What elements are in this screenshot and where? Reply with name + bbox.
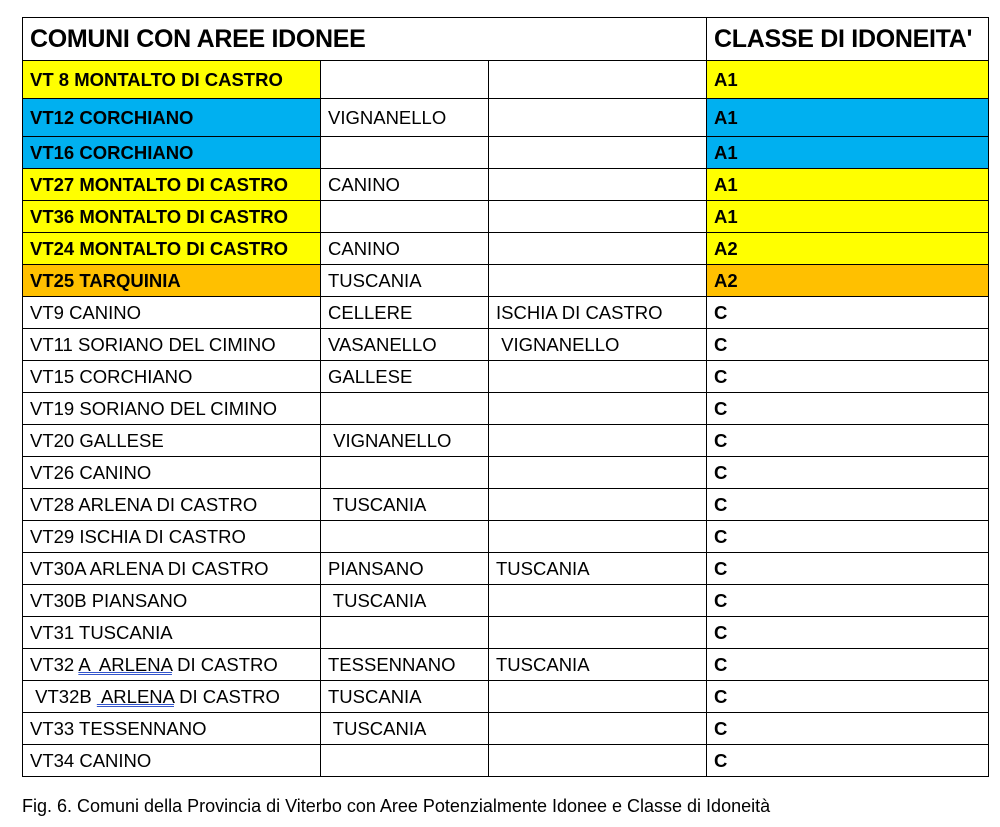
comune-cell: VT28 ARLENA DI CASTRO <box>23 489 321 521</box>
table-row <box>23 649 989 681</box>
comune-cell <box>23 681 321 713</box>
class-cell: A1 <box>707 61 989 99</box>
table-row <box>23 265 989 297</box>
adjacent-comune-cell <box>489 61 707 99</box>
adjacent-comune-cell: TUSCANIA <box>321 681 489 713</box>
figure-caption: Fig. 6. Comuni della Provincia di Viterbo con Aree Potenzialmente Idonee e Classe di Idoneità <box>22 796 771 816</box>
comune-cell: VT 8 MONTALTO DI CASTRO <box>23 61 321 99</box>
adjacent-comune-cell <box>489 681 707 713</box>
table-row <box>23 553 989 585</box>
class-cell: C <box>707 521 989 553</box>
adjacent-comune-cell <box>489 425 707 457</box>
adjacent-comune-cell <box>321 61 489 99</box>
comune-cell: VT15 CORCHIANO <box>23 361 321 393</box>
adjacent-comune-cell <box>489 137 707 169</box>
class-cell: A1 <box>707 201 989 233</box>
class-cell: C <box>707 393 989 425</box>
table-row <box>23 457 989 489</box>
class-cell: C <box>707 681 989 713</box>
table-row <box>23 99 989 137</box>
adjacent-comune-cell: TUSCANIA <box>321 489 489 521</box>
adjacent-comune-cell: GALLESE <box>321 361 489 393</box>
table-row <box>23 585 989 617</box>
table-header-row <box>23 18 989 61</box>
class-header: CLASSE DI IDONEITA' <box>707 18 989 61</box>
adjacent-comune-cell <box>489 585 707 617</box>
adjacent-comune-cell <box>489 745 707 777</box>
adjacent-comune-cell: VIGNANELLO <box>489 329 707 361</box>
comune-text-part: DI CASTRO <box>173 685 280 707</box>
class-cell: C <box>707 553 989 585</box>
areas-table <box>22 17 989 777</box>
class-cell: A2 <box>707 233 989 265</box>
class-cell: C <box>707 713 989 745</box>
comune-cell: VT30A ARLENA DI CASTRO <box>23 553 321 585</box>
document-page <box>22 17 988 777</box>
class-cell: A2 <box>707 265 989 297</box>
comune-cell: VT11 SORIANO DEL CIMINO <box>23 329 321 361</box>
class-cell: C <box>707 361 989 393</box>
table-row <box>23 137 989 169</box>
adjacent-comune-cell <box>489 169 707 201</box>
adjacent-comune-cell: ISCHIA DI CASTRO <box>489 297 707 329</box>
adjacent-comune-cell <box>489 457 707 489</box>
comune-cell: VT33 TESSENNANO <box>23 713 321 745</box>
adjacent-comune-cell <box>321 745 489 777</box>
adjacent-comune-cell <box>489 393 707 425</box>
adjacent-comune-cell: TUSCANIA <box>321 585 489 617</box>
adjacent-comune-cell <box>321 137 489 169</box>
comune-cell: VT16 CORCHIANO <box>23 137 321 169</box>
adjacent-comune-cell <box>489 233 707 265</box>
comune-cell: VT31 TUSCANIA <box>23 617 321 649</box>
adjacent-comune-cell: TUSCANIA <box>321 713 489 745</box>
table-row <box>23 745 989 777</box>
adjacent-comune-cell: CELLERE <box>321 297 489 329</box>
comune-cell: VT26 CANINO <box>23 457 321 489</box>
adjacent-comune-cell: TUSCANIA <box>489 649 707 681</box>
table-row <box>23 521 989 553</box>
table-row <box>23 361 989 393</box>
table-row <box>23 297 989 329</box>
adjacent-comune-cell: PIANSANO <box>321 553 489 585</box>
table-row <box>23 61 989 99</box>
adjacent-comune-cell: VASANELLO <box>321 329 489 361</box>
comune-cell: VT30B PIANSANO <box>23 585 321 617</box>
table-title: COMUNI CON AREE IDONEE <box>23 18 707 61</box>
adjacent-comune-cell <box>321 201 489 233</box>
table-row <box>23 393 989 425</box>
comune-text-part: DI CASTRO <box>171 653 278 675</box>
class-cell: C <box>707 425 989 457</box>
adjacent-comune-cell: TUSCANIA <box>321 265 489 297</box>
adjacent-comune-cell: TUSCANIA <box>489 553 707 585</box>
comune-cell <box>23 649 321 681</box>
comune-cell: VT36 MONTALTO DI CASTRO <box>23 201 321 233</box>
adjacent-comune-cell <box>321 457 489 489</box>
comune-cell: VT34 CANINO <box>23 745 321 777</box>
comune-text-part: A ARLENA <box>78 653 172 675</box>
class-cell: C <box>707 489 989 521</box>
table-row <box>23 425 989 457</box>
comune-cell: VT12 CORCHIANO <box>23 99 321 137</box>
table-row <box>23 681 989 713</box>
comune-text-part: VT32B <box>30 685 97 707</box>
adjacent-comune-cell <box>321 393 489 425</box>
class-cell: C <box>707 457 989 489</box>
adjacent-comune-cell: CANINO <box>321 169 489 201</box>
table-row <box>23 169 989 201</box>
comune-cell: VT25 TARQUINIA <box>23 265 321 297</box>
class-cell: C <box>707 297 989 329</box>
adjacent-comune-cell: CANINO <box>321 233 489 265</box>
class-cell: C <box>707 329 989 361</box>
comune-cell: VT27 MONTALTO DI CASTRO <box>23 169 321 201</box>
adjacent-comune-cell <box>321 521 489 553</box>
table-row <box>23 617 989 649</box>
table-row <box>23 713 989 745</box>
adjacent-comune-cell <box>489 489 707 521</box>
comune-cell: VT9 CANINO <box>23 297 321 329</box>
adjacent-comune-cell <box>321 617 489 649</box>
class-cell: C <box>707 745 989 777</box>
adjacent-comune-cell <box>489 265 707 297</box>
adjacent-comune-cell <box>489 617 707 649</box>
adjacent-comune-cell <box>489 521 707 553</box>
adjacent-comune-cell <box>489 713 707 745</box>
adjacent-comune-cell <box>489 361 707 393</box>
comune-text-part: ARLENA <box>96 685 174 707</box>
table-row <box>23 201 989 233</box>
comune-cell: VT24 MONTALTO DI CASTRO <box>23 233 321 265</box>
comune-text-part: VT32 <box>30 653 79 675</box>
class-cell: C <box>707 649 989 681</box>
adjacent-comune-cell: TESSENNANO <box>321 649 489 681</box>
class-cell: C <box>707 617 989 649</box>
adjacent-comune-cell: VIGNANELLO <box>321 99 489 137</box>
table-row <box>23 233 989 265</box>
adjacent-comune-cell: VIGNANELLO <box>321 425 489 457</box>
table-row <box>23 329 989 361</box>
adjacent-comune-cell <box>489 99 707 137</box>
comune-cell: VT29 ISCHIA DI CASTRO <box>23 521 321 553</box>
adjacent-comune-cell <box>489 201 707 233</box>
table-row <box>23 489 989 521</box>
comune-cell: VT20 GALLESE <box>23 425 321 457</box>
class-cell: A1 <box>707 169 989 201</box>
class-cell: A1 <box>707 99 989 137</box>
comune-cell: VT19 SORIANO DEL CIMINO <box>23 393 321 425</box>
class-cell: C <box>707 585 989 617</box>
class-cell: A1 <box>707 137 989 169</box>
